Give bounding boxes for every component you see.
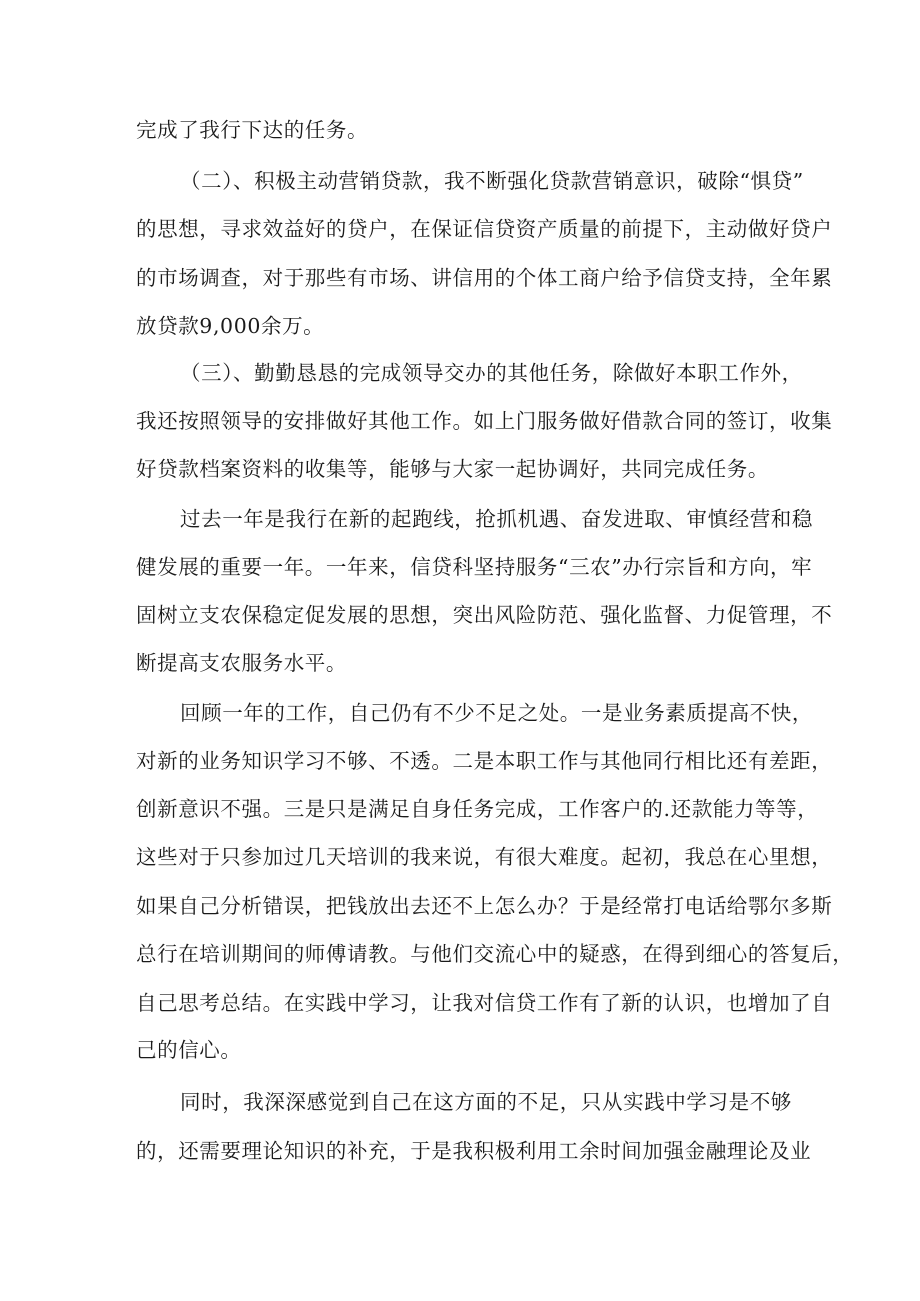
text-line: 过去一年是我行在新的起跑线，抢抓机遇、奋发进取、审慎经营和稳 — [180, 507, 813, 531]
text-line: 创新意识不强。三是只是满足自身任务完成，工作客户的.还款能力等等， — [136, 797, 819, 821]
text-line: 的市场调查，对于那些有市场、讲信用的个体工商户给予信贷支持，全年累 — [136, 266, 833, 290]
text-line: 自己思考总结。在实践中学习，让我对信贷工作有了新的认识，也增加了自 — [136, 991, 833, 1015]
text-line: 好贷款档案资料的收集等，能够与大家一起协调好，共同完成任务。 — [136, 457, 769, 481]
text-line: 同时，我深深感觉到自己在这方面的不足，只从实践中学习是不够 — [180, 1090, 792, 1114]
text-line: 断提高支农服务水平。 — [136, 651, 347, 675]
text-line: 总行在培训期间的师傅请教。与他们交流心中的疑惑，在得到细心的答复后， — [136, 942, 854, 966]
text-line: 完成了我行下达的任务。 — [136, 118, 369, 142]
text-line: 固树立支农保稳定促发展的思想，突出风险防范、强化监督、力促管理，不 — [136, 603, 833, 627]
text-line: 的，还需要理论知识的补充，于是我积极利用工余时间加强金融理论及业 — [136, 1139, 812, 1163]
text-line: （三）、勤勤恳恳的完成领导交办的其他任务，除做好本职工作外， — [180, 361, 803, 385]
text-line: 我还按照领导的安排做好其他工作。如上门服务做好借款合同的签订，收集 — [136, 409, 833, 433]
text-line: 如果自己分析错误，把钱放出去还不上怎么办？于是经常打电话给鄂尔多斯 — [136, 894, 833, 918]
text-line: 回顾一年的工作，自己仍有不少不足之处。一是业务素质提高不快， — [180, 701, 813, 725]
text-line: 的思想，寻求效益好的贷户，在保证信贷资产质量的前提下，主动做好贷户 — [136, 217, 833, 241]
text-line: 己的信心。 — [136, 1038, 242, 1062]
text-line: （二）、积极主动营销贷款，我不断强化贷款营销意识，破除“惧贷” — [180, 169, 804, 193]
text-line: 放贷款9,000余万。 — [136, 314, 325, 338]
text-line: 这些对于只参加过几天培训的我来说，有很大难度。起初，我总在心里想， — [136, 845, 833, 869]
text-line: 对新的业务知识学习不够、不透。二是本职工作与其他同行相比还有差距， — [136, 749, 833, 773]
text-line: 健发展的重要一年。一年来，信贷科坚持服务“三农”办行宗旨和方向，牢 — [136, 555, 813, 579]
